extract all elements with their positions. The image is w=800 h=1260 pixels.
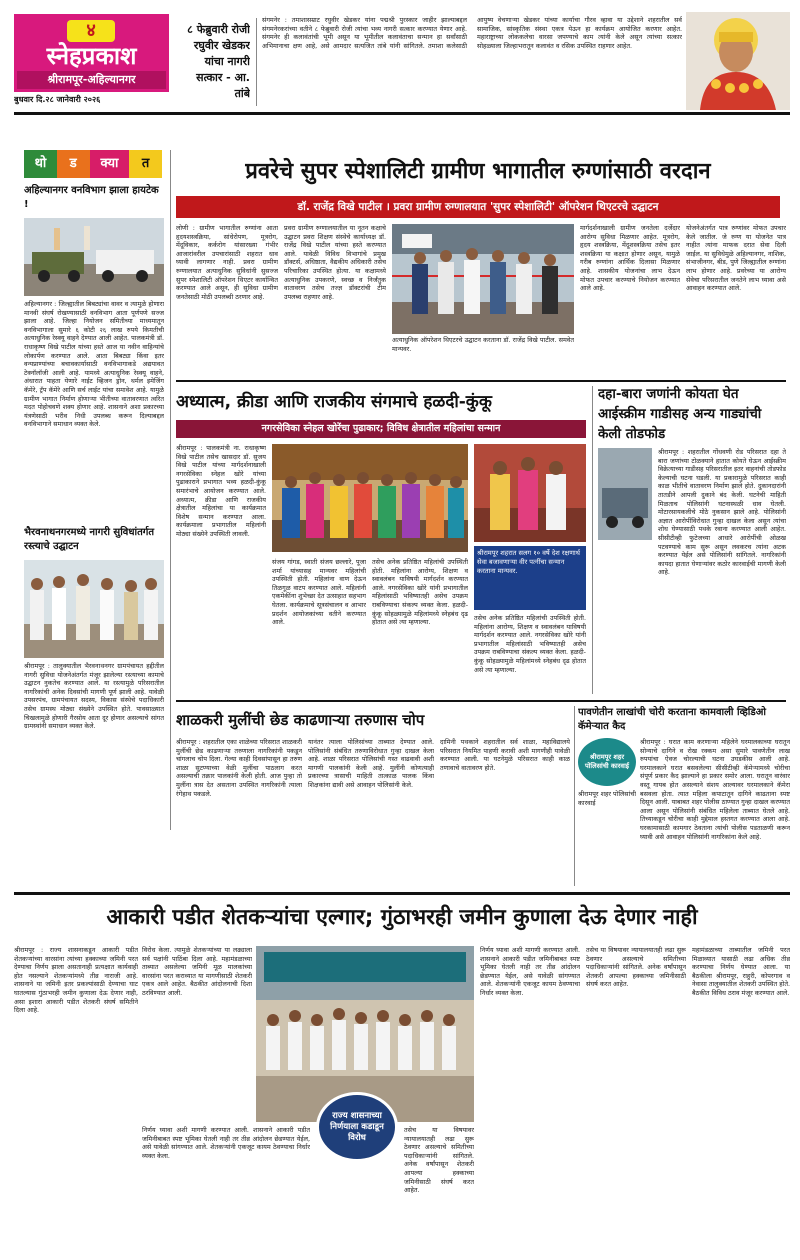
lead-body-left: लोणी : ग्रामीण भागातील रुग्णांना आता हृदयशस्त्रक्रिया, सांधेरोपण, मूत्ररोग, मेंदूविकार, कर्करोग यांसारख्या गंभीर आजारांवरील उपचारांसाठी शहरात धाव घ्यावी लागणार नाही. प्रवरा ग्रामीण रुग्णालयात अत्याधुनिक सुविधांनी सुसज्ज सुपर स्पेशालिटी ऑपरेशन थिएटर कार्यान्वित करण्यात आले असून, ही सुविधा ग्रामीण जनतेसाठी मोठी उपलब्धी ठरणार आहे. — [176, 224, 278, 301]
masthead — [14, 14, 169, 106]
cctv-body-extra: श्रीरामपूर शहर पोलिसांची कारवाई — [578, 790, 636, 807]
left-column-divider — [170, 150, 171, 830]
school-body-mid: यानंतर त्याला पोलिसांच्या ताब्यात देण्यात आले. पोलिसांनी संबंधित तरुणाविरोधात गुन्हा दाखल केला आहे. शाळा परिसरात पोलिसांची गस्त वाढवावी अशी मागणी पालकांनी केली आहे. मुलींनी कोणत्याही प्रकारच्या त्रासाची माहिती तात्काळ पालक किंवा शिक्षकांना द्यावी असे आवाहन पोलिसांनी केले. — [308, 738, 434, 789]
haldi-photo-caption: श्रीरामपूर शहरात सलग १० वर्षे देश रक्षणार्थ सेवा बजावणाऱ्या वीर पत्नींचा सन्मान करताना मान्यवर. — [474, 546, 586, 610]
ot-photo-caption: अत्याधुनिक ऑपरेशन थिएटरचे उद्घाटन करताना डॉ. राजेंद्र विखे पाटील. समवेत मान्यवर. — [392, 336, 574, 353]
masthead-title-block — [14, 14, 169, 92]
school-divider — [574, 706, 575, 886]
middle-rule — [176, 700, 786, 702]
school-body-left: श्रीरामपूर : शहरातील एका शाळेच्या परिसरात शाळकरी मुलींची छेड काढणाऱ्या तरुणाला नागरिकांनी पकडून चांगलाच चोप दिला. गेल्या काही दिवसांपासून हा तरुण शाळा सुटण्याच्या वेळी मुलींचा पाठलाग करत असल्याची तक्रार पालकांनी केली होती. आज पुन्हा तो मुलींना त्रास देत असताना उपस्थित नागरिकांनी त्याला रंगेहाथ पकडले. — [176, 738, 302, 798]
banner-letter-1: थो — [24, 150, 57, 178]
lead-body-right2: योजनेअंतर्गत पात्र रुग्णांवर मोफत उपचार केले जातील. जे रुग्ण या योजनेत पात्र नाहीत त्यांना माफक दरात सेवा दिली जाईल. या सुविधेमुळे अहिल्यानगर, नाशिक, संभाजीनगर, बीड, पुणे जिल्ह्यातील रुग्णांना लाभ होणार आहे. प्रवरेच्या या आरोग्य सेवेचा परिसरातील जनतेने लाभ घ्यावा असे आवाहन करण्यात आले. — [686, 224, 786, 293]
haldi-body-right: तसेच अनेक प्रतिष्ठित महिलांची उपस्थिती होती. महिलांना आरोग्य, शिक्षण व स्वावलंबन याविषयी मार्गदर्शन करण्यात आले. नगरसेविका खोरे यांनी प्रभागातील महिलांसाठी भविष्यातही असेच उपक्रम राबविण्याचा संकल्प व्यक्त केला. हळदी-कुंकू सोहळ्यामुळे महिलांमध्ये स्नेहबंध दृढ होतात असे त्या म्हणाल्या. — [474, 614, 586, 674]
banner-letter-3: क्या — [90, 150, 129, 178]
bottom-rule — [14, 892, 790, 895]
school-headline: शाळकरी मुलींची छेड काढणाऱ्या तरुणास चोप — [176, 711, 425, 729]
haldi-body-left: श्रीरामपूर : पालकमंत्री ना. राधाकृष्ण विखे पाटील तसेच खासदार डॉ. सुजय विखे पाटील यांच्या मार्गदर्शनाखाली नगरसेविका स्नेहल खोरे यांच्या पुढाकाराने प्रभागात भव्य हळदी-कुंकू समारंभाचे आयोजन करण्यात आले. अध्यात्म, क्रीडा आणि राजकीय क्षेत्रातील महिलांचा या कार्यक्रमात विशेष सन्मान करण्यात आला. कार्यक्रमाला प्रभागातील महिलांनी मोठ्या संख्येने उपस्थिती लावली. — [176, 444, 266, 538]
haldi-subheadline: नगरसेविका स्नेहल खोरेंचा पुढाकार; विविध क्षेत्रातील महिलांचा सन्मान — [176, 420, 586, 438]
forest-vehicles-photo — [24, 218, 164, 296]
lead-body-right1: मार्गदर्शनाखाली ग्रामीण जनतेला दर्जेदार आरोग्य सुविधा मिळणार आहेत. मूत्ररोग, हृदय शस्त्रक्रिया, मेंदूशस्त्रक्रिया तसेच इतर शस्त्रक्रिया या कक्षात होणार असून, यामुळे गरीब रुग्णांना आर्थिक दिलासा मिळणार आहे. शासकीय योजनांचा लाभ देऊन मोफत उपचार करण्याचे नियोजन करण्यात आले आहे. — [580, 224, 680, 293]
cctv-badge — [578, 738, 636, 786]
lead-body-mid: प्रवरा ग्रामीण रुग्णालयातील या नूतन कक्षाचे उद्घाटन प्रवरा शिक्षण संस्थेचे कार्याध्यक्ष डॉ. राजेंद्र विखे पाटील यांच्या हस्ते करण्यात आले. यावेळी विविध विभागांचे प्रमुख डॉक्टर्स, अधिष्ठाता, वैद्यकीय अधिकारी तसेच परिचारिका उपस्थित होत्या. या कक्षामध्ये अत्याधुनिक उपकरणे, स्वच्छ व निर्जंतुक वातावरण तसेच तज्ज्ञ डॉक्टरांची टीम उपलब्ध राहणार आहे. — [284, 224, 386, 301]
road-inauguration-photo — [24, 560, 164, 658]
page-number-badge — [67, 20, 115, 42]
farmers-headline: आकारी पडीत शेतकऱ्यांचा एल्गार; गुंठाभरही जमीन कुणाला देऊ देणार नाही — [106, 905, 698, 930]
farmers-body-mid3: तसेच या विषयावर न्यायालयातही लढा सुरू ठेवणार असल्याचे समितीच्या पदाधिकाऱ्यांनी सांगितले. अनेक वर्षांपासून शेतकरी आपल्या हक्काच्या जमिनीसाठी संघर्ष करत आहेत. — [404, 1126, 474, 1195]
masthead-title: स्नेहप्रकाश — [46, 42, 137, 70]
farmers-body-mid2: निर्णय घ्यावा अशी मागणी करण्यात आली. शासनाने आकारी पडीत जमिनीबाबत स्पष्ट भूमिका घेतली नाही तर तीव्र आंदोलन छेडण्यात येईल, असे यावेळी सांगण्यात आले. शेतकऱ्यांनी एकजूट कायम ठेवण्याचा निर्धार व्यक्त केला. — [142, 1126, 310, 1160]
farmers-photo-badge — [316, 1092, 398, 1162]
school-body-right: दामिनी पथकाने शहरातील सर्व शाळा, महाविद्यालये परिसरात नियमित पाहणी करावी अशी मागणीही यावेळी करण्यात आली. या घटनेमुळे परिसरात काही काळ तणावाचे वातावरण होते. — [440, 738, 570, 772]
farmers-body-left: श्रीरामपूर : राज्य शासनाकडून आकारी पडीत शेतकऱ्यांच्या वारसांना त्यांच्या हक्काच्या जमिनी परत देण्याचा निर्णय झाला असतानाही प्रत्यक्षात कार्यवाही होत नसल्याने शेतकऱ्यांमध्ये तीव्र नाराजी आहे. शासनाने या जमिनी इतर प्रकल्पांसाठी देण्याचा घाट घातल्यास गुंठाभरही जमीन कुणाला देऊ देणार नाही, असा इशारा आकारी पडीत शेतकरी संघर्ष समितीने दिला आहे. — [14, 946, 138, 1015]
teaser-body: संगमनेर : तमाशासम्राट रघुवीर खेडकर यांना पद्मश्री पुरस्कार जाहीर झाल्याबद्दल संगमनेरकरांच्या वतीने ८ फेब्रुवारी रोजी त्यांचा भव्य नागरी सत्कार करण्यात येणार आहे. संगमनेर ही कलावंतांची भूमी असून या भूमीतील कलावंताचा सन्मान हा सर्वांसाठी अभिमानाचा क्षण आहे, असे आमदार सत्यजित तांबे यांनी सांगितले. तमाशा कलेसाठी आयुष्य वेचणाऱ्या खेडकर यांच्या कार्याचा गौरव व्हावा या उद्देशाने शहरातील सर्व सामाजिक, सांस्कृतिक संस्था एकत्र येऊन हा कार्यक्रम आयोजित करणार आहेत. महाराष्ट्राच्या लोककलेचा वारसा जपण्याचे काम त्यांनी केले असून त्यांच्या सत्कार सोहळ्याला जिल्हाभरातून कलावंत व रसिक उपस्थित राहणार आहेत. — [262, 16, 682, 50]
farmers-photo-caption: राज्य शासनाच्या निर्णयाला कडाडून विरोध — [330, 1110, 384, 1143]
farmers-body-right1: निर्णय घ्यावा अशी मागणी करण्यात आली. शासनाने आकारी पडीत जमिनीबाबत स्पष्ट भूमिका घेतली नाही तर तीव्र आंदोलन छेडण्यात येईल, असे यावेळी सांगण्यात आले. शेतकऱ्यांनी एकजूट कायम ठेवण्याचा निर्धार व्यक्त केला. — [480, 946, 580, 997]
haldi-award-photo — [474, 444, 586, 542]
teaser-headline: ८ फेब्रुवारी रोजी रघुवीर खेडकर यांचा नागरी सत्कार - आ. तांबे — [187, 23, 250, 100]
road-headline: भैरवनाथनगरमध्ये नागरी सुविधांतर्गत रस्त्याचे उद्घाटन — [24, 527, 155, 552]
banner-letter-4: त — [129, 150, 162, 178]
forest-headline: अहिल्यानगर वनविभाग झाला हायटेक ! — [24, 185, 159, 210]
lead-rule — [176, 380, 786, 382]
icecream-body: श्रीरामपूर : शहरातील गोंधवणी रोड परिसरात दहा ते बारा जणांच्या टोळक्याने हातात कोयते घेऊन आईस्क्रीम विक्रेत्याच्या गाडीसह परिसरातील इतर वाहनांची तोडफोड केल्याची घटना घडली. या प्रकारामुळे परिसरात काही काळ भीतीचे वातावरण निर्माण झाले होते. दुकानदारांनी तातडीने आपली दुकाने बंद केली. घटनेची माहिती मिळताच पोलिसांनी घटनास्थळी धाव घेतली. मोटारसायकलीचे मोठे नुकसान झाले आहे. पोलिसांनी अज्ञात आरोपींविरोधात गुन्हा दाखल केला असून त्यांचा शोध घेण्यासाठी पथके रवाना करण्यात आली आहेत. सीसीटीव्ही फुटेजच्या आधारे आरोपींची ओळख पटवण्याचे काम सुरू असून लवकरच त्यांना अटक करण्यात येईल असे पोलिसांनी सांगितले. नागरिकांनी कायदा हातात घेणाऱ्यांवर कठोर कारवाईची मागणी केली आहे. — [658, 448, 786, 577]
farmers-body-right2: तसेच या विषयावर न्यायालयातही लढा सुरू ठेवणार असल्याचे समितीच्या पदाधिकाऱ्यांनी सांगितले. अनेक वर्षांपासून शेतकरी आपल्या हक्काच्या जमिनीसाठी संघर्ष करत आहेत. — [586, 946, 686, 989]
banner-letter-2: ड — [57, 150, 90, 178]
haldi-headline: अध्यात्म, क्रीडा आणि राजकीय संगमाचे हळदी-कुंकू — [176, 392, 492, 412]
cctv-badge-text: श्रीरामपूर शहर पोलिसांची कारवाई — [584, 753, 630, 770]
icecream-vehicles-photo — [598, 448, 652, 540]
haldi-body-mid2: तसेच अनेक प्रतिष्ठित महिलांची उपस्थिती होती. महिलांना आरोग्य, शिक्षण व स्वावलंबन याविषयी मार्गदर्शन करण्यात आले. नगरसेविका खोरे यांनी प्रभागातील महिलांसाठी भविष्यातही असेच उपक्रम राबविण्याचा संकल्प व्यक्त केला. हळदी-कुंकू सोहळ्यामुळे महिलांमध्ये स्नेहबंध दृढ होतात असे त्या म्हणाल्या. — [372, 558, 468, 627]
icecream-headline: दहा-बारा जणांनी कोयता घेत आईस्क्रीम गाडीसह अन्य गाड्यांची केली तोडफोड — [598, 386, 762, 442]
lead-headline: प्रवरेचे सुपर स्पेशालिटी ग्रामीण भागातील रुग्णांसाठी वरदान — [245, 159, 711, 184]
masthead-rule — [14, 112, 790, 115]
khedkar-portrait — [686, 12, 790, 110]
haldi-divider — [592, 386, 593, 694]
cctv-headline: पावणेतीन लाखांची चोरी करताना कामवाली व्हिडिओ कॅमेऱ्यात कैद — [578, 707, 766, 732]
farmers-body-mid: विरोध केला. त्यामुळे शेतकऱ्यांच्या या लढ्याला सर्व पक्षांनी पाठिंबा दिला आहे. महामंडळाच्या ताब्यात असलेल्या जमिनी मूळ मालकांच्या वारसांना परत कराव्यात या मागणीसाठी शेतकरी एकत्र आले आहेत. बैठकीत आंदोलनाची दिशा ठरविण्यात आली. — [142, 946, 252, 997]
date-line: बुधवार दि.२८ जानेवारी २०२६ — [14, 95, 101, 104]
lead-subheadline: डॉ. राजेंद्र विखे पाटील । प्रवरा ग्रामीण रुग्णालयात 'सुपर स्पेशालिटी' ऑपरेशन थिएटरचे उद्घाटन — [176, 196, 780, 218]
ot-inauguration-photo — [392, 224, 574, 334]
haldi-body-mid: संजय गांगड, स्वाती संजय छल्लारे, पूजा शर्मा यांच्यासह मान्यवर महिलांची उपस्थिती होती. महिलांना वाण देऊन तिळगूळ वाटप करण्यात आले. महिलांनी एकमेकींना शुभेच्छा देत उत्साहात सहभाग घेतला. कार्यक्रमाचे सूत्रसंचालन व आभार प्रदर्शन आयोजकांच्या वतीने करण्यात आले. — [272, 558, 366, 627]
page-number: ४ — [86, 20, 96, 41]
haldi-photo — [272, 444, 468, 552]
teaser-divider — [256, 18, 257, 106]
forest-body: अहिल्यानगर : जिल्ह्यातील बिबट्यांचा वावर व त्यामुळे होणारा मानवी संघर्ष रोखण्यासाठी वनविभाग आता पूर्णपणे सज्ज झाला आहे. जिल्हा नियोजन समितीच्या माध्यमातून वनविभागाला सुमारे ६ कोटी २६ लाख रुपये किमतीची अत्याधुनिक रेस्क्यू वाहने देण्यात आली आहेत. पालकमंत्री डॉ. राधाकृष्ण विखे पाटील यांच्या हस्ते आज या नवीन वाहिन्यांचे लोकार्पण करण्यात आले. आता बिबट्या किंवा इतर वन्यप्राण्यांच्या बचावकार्यासाठी वनविभागाकडे अद्ययावत टेक्नॉलॉजी आली आहे. यामध्ये अत्याधुनिक रेस्क्यू वाहने, अंधारात पाहता येणारे नाईट व्हिजन ड्रोन, थर्मल इमेजिंग कॅमेरे, ट्रॅप कॅमेरे आणि सर्च लाईट यांचा समावेश आहे. यामुळे ग्रामीण भागात निर्माण होणाऱ्या भीतीच्या वातावरणात त्वरित मदत पोहोचवणे शक्य होणार आहे. शासनाने अशा प्रकारच्या यंत्रणेसाठी भरीव निधी उपलब्ध करून दिल्याबद्दल वनविभागाने समाधान व्यक्त केले. — [24, 300, 164, 429]
cctv-body: श्रीरामपूर : घरात काम करणाऱ्या महिलेने घरमालकाच्या घरातून सोन्याचे दागिने व रोख रक्कम असा सुमारे पावणेतीन लाख रुपयांचा ऐवज चोरल्याची घटना उघडकीस आली आहे. घरमालकाने घरात बसवलेल्या सीसीटीव्ही कॅमेऱ्यामध्ये चोरीचा संपूर्ण प्रकार कैद झाल्याने हा प्रकार समोर आला. घरातून वारंवार वस्तू गायब होत असल्याने संशय आल्यावर घरमालकाने कॅमेरा बसवला होता. त्यात महिला कपाटातून दागिने काढताना स्पष्ट दिसून आली. याबाबत शहर पोलीस ठाण्यात गुन्हा दाखल करण्यात आला असून पोलिसांनी संबंधित महिलेला ताब्यात घेतले आहे. तिच्याकडून चोरीचा काही मुद्देमाल हस्तगत करण्यात आला आहे. घरकामासाठी कामगार ठेवताना त्यांची पोलीस पडताळणी करून घ्यावी असे आवाहन पोलिसांनी नागरिकांना केले आहे. — [640, 738, 790, 841]
road-body: श्रीरामपूर : तालुक्यातील भैरवनाथनगर ग्रामपंचायत हद्दीतील नागरी सुविधा योजनेअंतर्गत मंजूर झालेल्या रस्त्याच्या कामाचे उद्घाटन नुकतेच करण्यात आले. या रस्त्यामुळे परिसरातील नागरिकांची अनेक दिवसांची मागणी पूर्ण झाली आहे. यावेळी उपसरपंच, ग्रामपंचायत सदस्य, विकास संस्थेचे पदाधिकारी तसेच ग्रामस्थ मोठ्या संख्येने उपस्थित होते. पावसाळ्यात चिखलामुळे होणारी गैरसोय आता दूर होणार असल्याचे सांगत ग्रामस्थांनी समाधान व्यक्त केले. — [24, 662, 164, 731]
farmers-body-right3: महामंडळाच्या ताब्यातील जमिनी परत मिळाव्यात यासाठी लढा अधिक तीव्र करण्याचा निर्णय घेण्यात आला. या बैठकीला श्रीरामपूर, राहुरी, कोपरगाव व नेवासा तालुक्यातील शेतकरी उपस्थित होते. बैठकीत विविध ठराव मंजूर करण्यात आले. — [692, 946, 790, 997]
thodkyat-banner — [24, 150, 162, 178]
masthead-city: श्रीरामपूर-अहिल्यानगर — [17, 71, 166, 89]
